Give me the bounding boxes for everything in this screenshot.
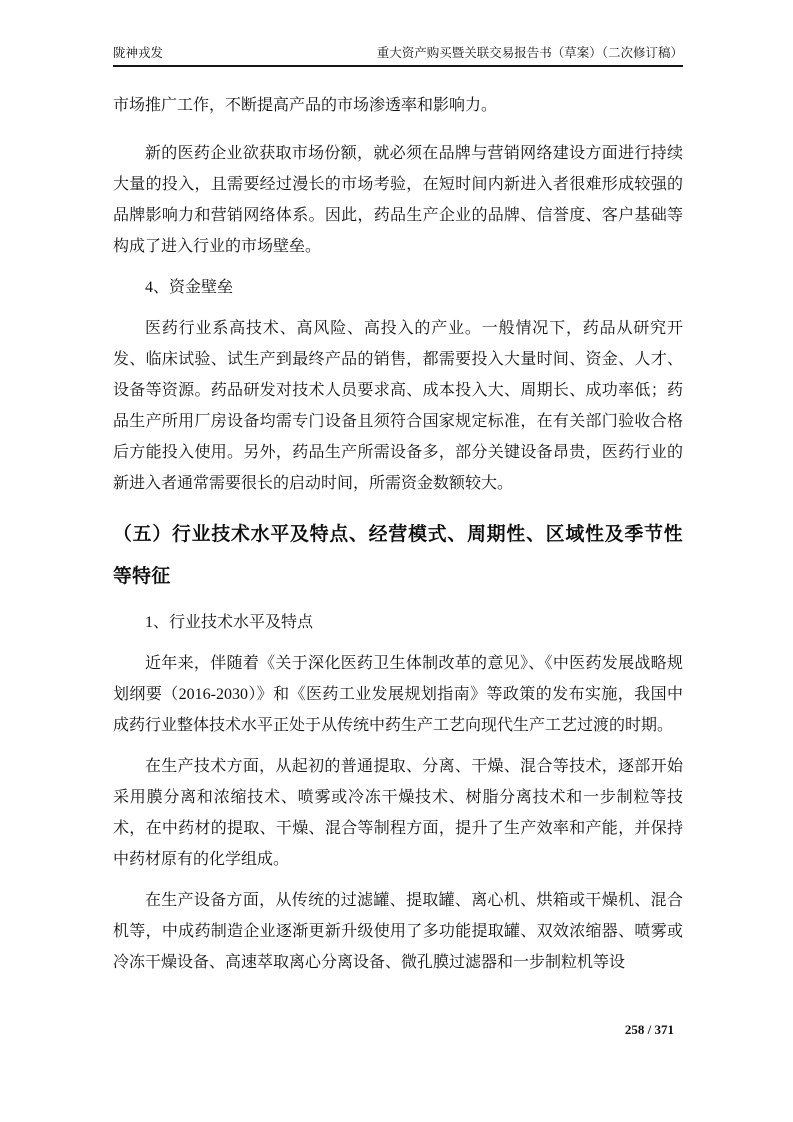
- paragraph-market-barrier: 新的医药企业欲获取市场份额，就必须在品牌与营销网络建设方面进行持续大量的投入，且需要经过漫长的市场考验，在短时间内新进入者很难形成较强的品牌影响力和营销网络体系。因此，药品生产企业的品牌、信誉度、客户基础等构成了进入行业的市场壁垒。: [113, 145, 683, 255]
- heading-capital-barrier: 4、资金壁垒: [145, 279, 234, 296]
- paragraph-production-equipment: 在生产设备方面，从传统的过滤罐、提取罐、离心机、烘箱或干燥机、混合机等，中成药制造企业逐渐更新升级使用了多功能提取罐、双效浓缩器、喷雾或冷冻干燥设备、高速萃取离心分离设备、微孔膜过滤器和一步制粒机等设: [113, 892, 683, 971]
- paragraph-capital-barrier: 医药行业系高技术、高风险、高投入的产业。一般情况下，药品从研究开发、临床试验、试生产到最终产品的销售，都需要投入大量时间、资金、人才、设备等资源。药品研发对技术人员要求高、成本投入大、周期长、成功率低；药品生产所用厂房设备均需专门设备且须符合国家规定标准，在有关部门验收合格后方能投入使用。另外，药品生产所需设备多，部分关键设备昂贵，医药行业的新进入者通常需要很长的启动时间，所需资金数额较大。: [113, 320, 683, 492]
- page-header: [113, 46, 683, 67]
- page-body: [113, 90, 683, 978]
- page-footer: [625, 1022, 674, 1038]
- paragraph-production-tech: 在生产技术方面，从起初的普通提取、分离、干燥、混合等技术，逐部开始采用膜分离和浓缩技术、喷雾或冷冻干燥技术、树脂分离技术和一步制粒等技术，在中药材的提取、干燥、混合等制程方面，提升了生产效率和产能，并保持中药材原有的化学组成。: [113, 758, 683, 868]
- heading-section-five: （五）行业技术水平及特点、经营模式、周期性、区域性及季节性等特征: [113, 523, 683, 586]
- paragraph-continuation: 市场推广工作，不断提高产品的市场渗透率和影响力。: [113, 97, 498, 114]
- header-company-name: 陇神戎发: [113, 46, 164, 60]
- page-number: 258 / 371: [624, 1022, 674, 1037]
- paragraph-policy: 近年来，伴随着《关于深化医药卫生体制改革的意见》、《中医药发展战略规划纲要（2016-2030）》和《医药工业发展规划指南》等政策的发布实施，我国中成药行业整体技术水平正处于从传统中药生产工艺向现代生产工艺过渡的时期。: [113, 655, 683, 734]
- header-report-title: 重大资产购买暨关联交易报告书（草案）（二次修订稿）: [376, 46, 683, 60]
- heading-tech-level: 1、行业技术水平及特点: [145, 614, 314, 631]
